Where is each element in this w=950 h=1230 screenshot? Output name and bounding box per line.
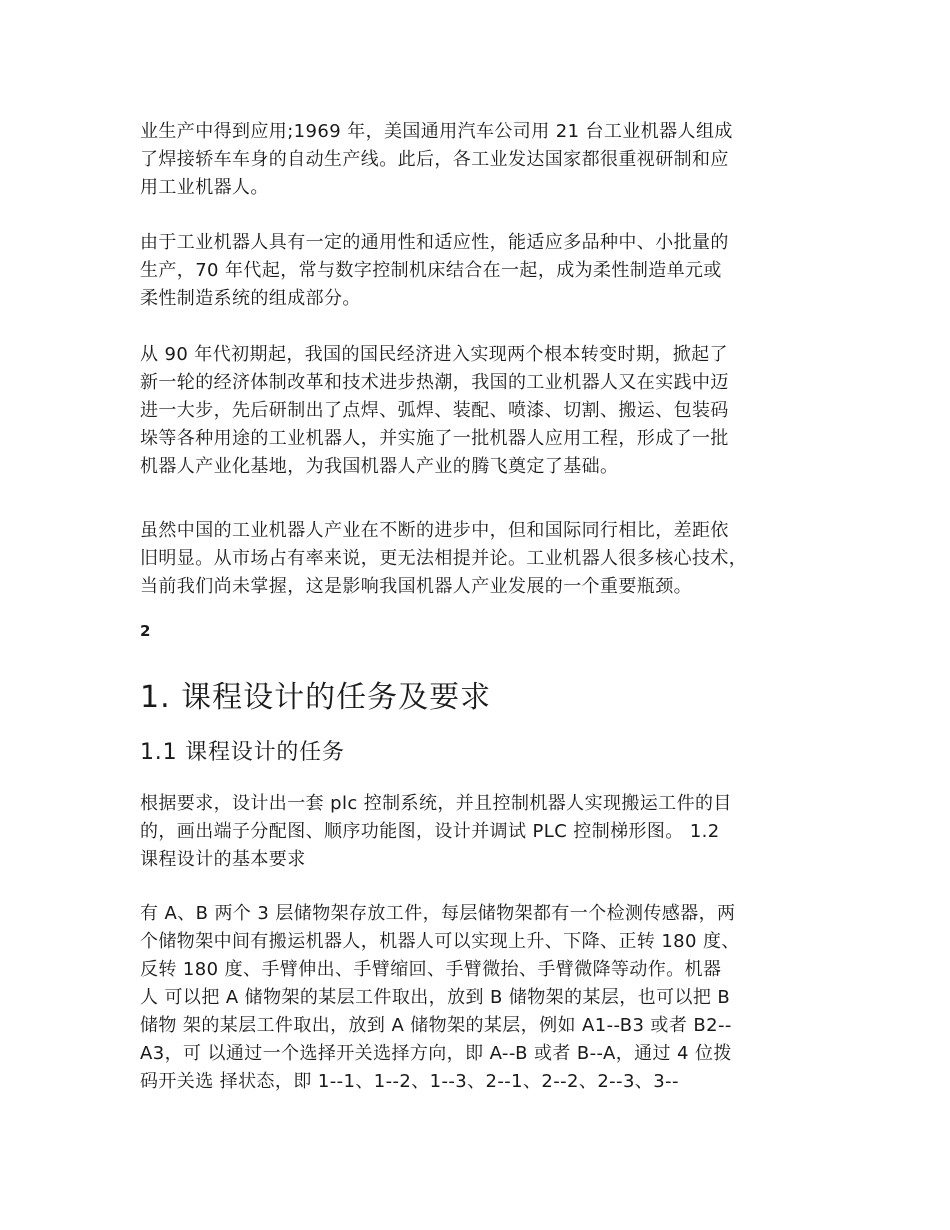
text-line: 机器人产业化基地，为我国机器人产业的腾飞奠定了基础。 <box>140 456 619 477</box>
text-line: 用工业机器人。 <box>140 177 269 198</box>
page-number: 2 <box>140 622 151 640</box>
paragraph-china-development <box>140 341 835 481</box>
text-line: 储物 架的某层工件取出，放到 A 储物架的某层，例如 A1--B3 或者 B2-- <box>140 1015 732 1036</box>
text-line: 当前我们尚未掌握，这是影响我国机器人产业发展的一个重要瓶颈。 <box>140 576 692 597</box>
text-line: 进一大步，先后研制出了点焊、弧焊、装配、喷漆、切割、搬运、包装码 <box>140 400 729 421</box>
text-line: 课程设计的基本要求 <box>140 849 306 870</box>
section-heading: 1. 课程设计的任务及要求 <box>140 680 492 715</box>
paragraph-task <box>140 790 835 874</box>
paragraph-requirements <box>140 900 835 1096</box>
paragraph-industry-gap <box>140 517 835 601</box>
paragraph-flexible-manufacturing <box>140 229 835 313</box>
text-line: 了焊接轿车车身的自动生产线。此后，各工业发达国家都很重视研制和应 <box>140 149 729 170</box>
text-line: 新一轮的经济体制改革和技术进步热潮，我国的工业机器人又在实践中迈 <box>140 372 729 393</box>
text-line: 有 A、B 两个 3 层储物架存放工件，每层储物架都有一个检测传感器，两 <box>140 903 736 924</box>
text-line: 生产，70 年代起，常与数字控制机床结合在一起，成为柔性制造单元或 <box>140 260 722 281</box>
text-line: 柔性制造系统的组成部分。 <box>140 288 361 309</box>
text-line: 的，画出端子分配图、顺序功能图，设计并调试 PLC 控制梯形图。 1.2 <box>140 821 720 842</box>
text-line: 业生产中得到应用;1969 年，美国通用汽车公司用 21 台工业机器人组成 <box>140 121 733 142</box>
text-line: 人 可以把 A 储物架的某层工件取出，放到 B 储物架的某层，也可以把 B <box>140 987 731 1008</box>
text-line: 码开关选 择状态，即 1--1、1--2、1--3、2--1、2--2、2--3、3-- <box>140 1071 679 1092</box>
text-line: 个储物架中间有搬运机器人，机器人可以实现上升、下降、正转 180 度、 <box>140 931 740 952</box>
paragraph-robot-history <box>140 118 835 202</box>
text-line: 从 90 年代初期起，我国的国民经济进入实现两个根本转变时期，掀起了 <box>140 344 728 365</box>
text-line: 垛等各种用途的工业机器人，并实施了一批机器人应用工程，形成了一批 <box>140 428 729 449</box>
text-line: 旧明显。从市场占有率来说，更无法相提并论。工业机器人很多核心技术， <box>140 548 748 569</box>
subsection-heading: 1.1 课程设计的任务 <box>140 740 345 765</box>
text-line: 根据要求，设计出一套 plc 控制系统，并且控制机器人实现搬运工件的目 <box>140 793 732 814</box>
text-line: A3，可 以通过一个选择开关选择方向，即 A--B 或者 B--A，通过 4 位拨 <box>140 1043 732 1064</box>
text-line: 由于工业机器人具有一定的通用性和适应性，能适应多品种中、小批量的 <box>140 232 729 253</box>
text-line: 反转 180 度、手臂伸出、手臂缩回、手臂微抬、手臂微降等动作。机器 <box>140 959 722 980</box>
text-line: 虽然中国的工业机器人产业在不断的进步中，但和国际同行相比，差距依 <box>140 520 729 541</box>
